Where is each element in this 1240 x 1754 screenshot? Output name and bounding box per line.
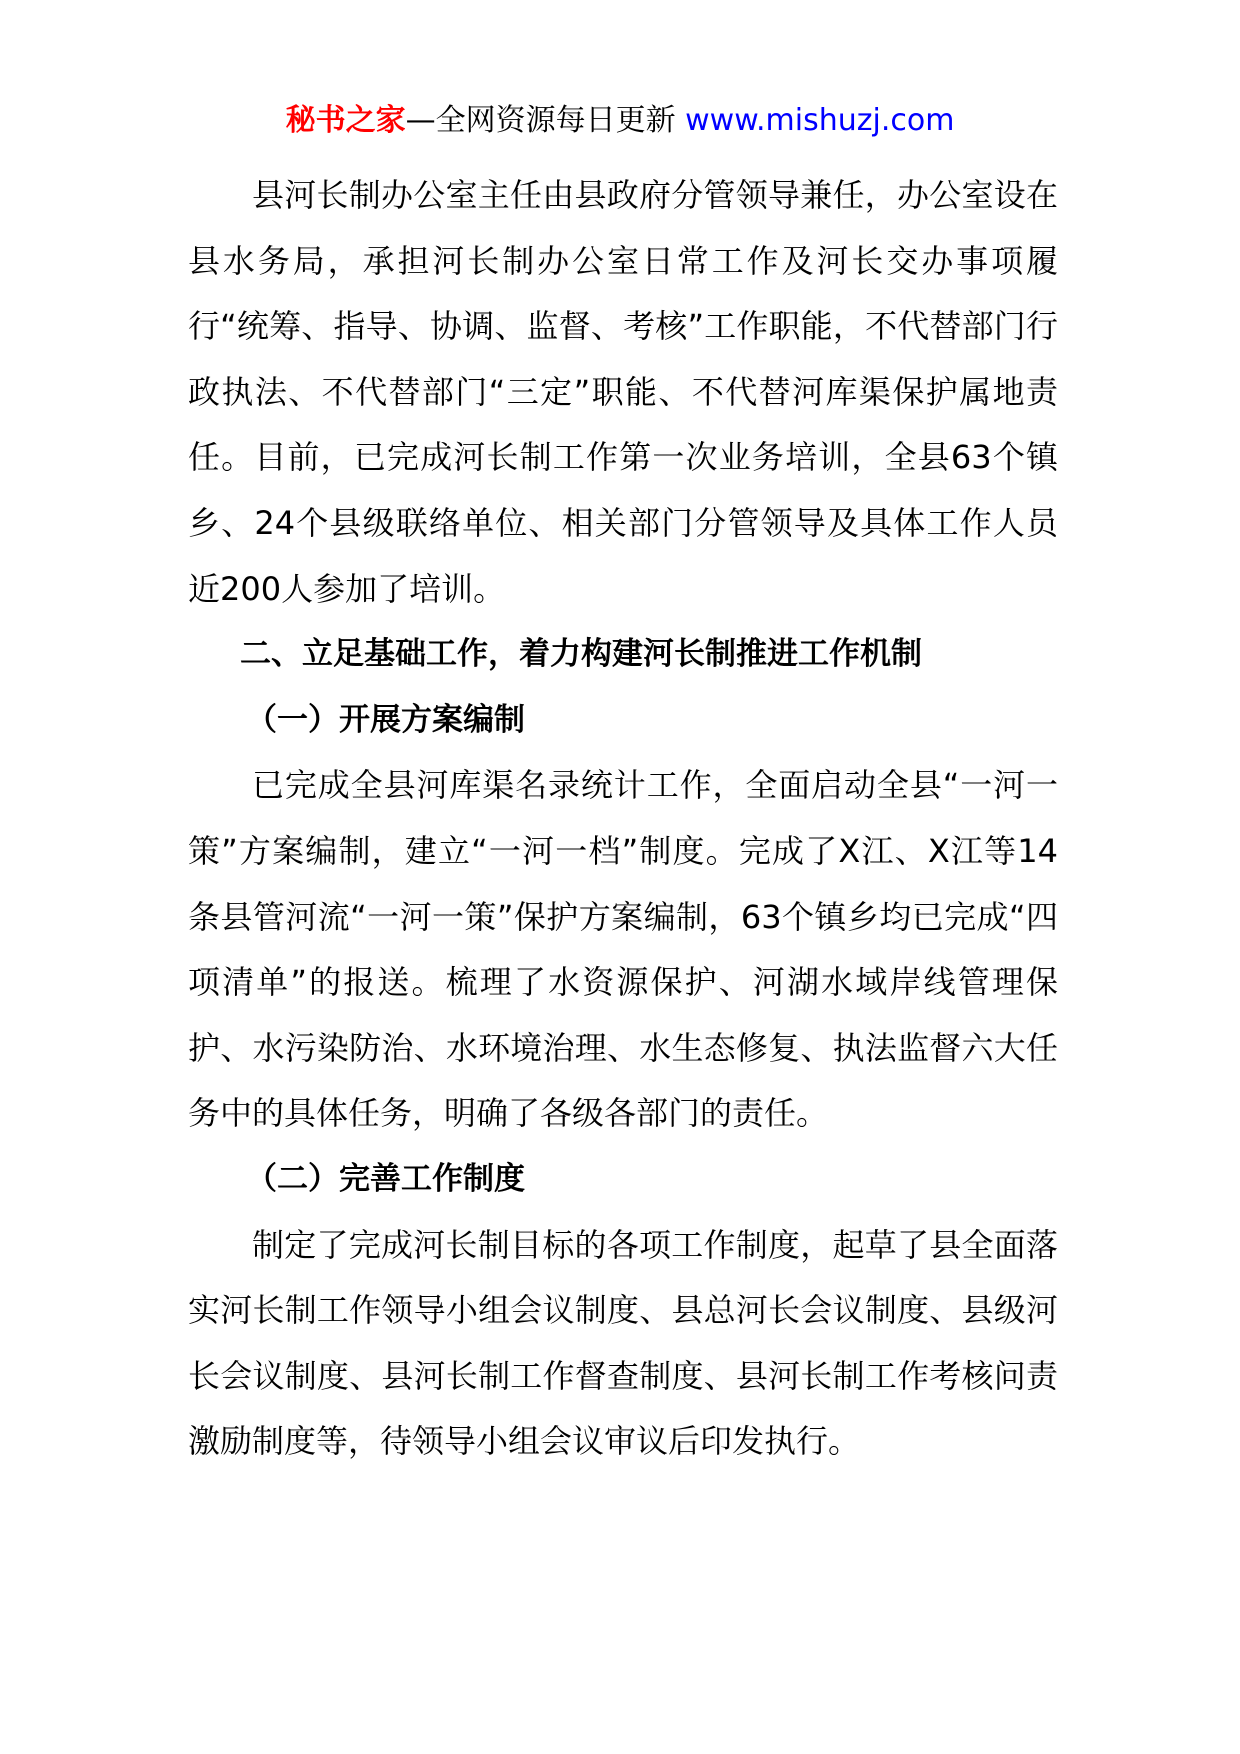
brand-name: 秘书之家	[285, 103, 406, 138]
section-heading-2: 二、立足基础工作，着力构建河长制推进工作机制	[240, 636, 922, 673]
document-body	[188, 163, 1058, 1475]
subsection-heading-2: （二）完善工作制度	[246, 1160, 525, 1197]
header-url-link[interactable]: www.mishuzj.com	[685, 103, 955, 138]
paragraph-plan-compilation: 已完成全县河库渠名录统计工作，全面启动全县“一河一策”方案编制，建立“一河一档”制度。完成了X江、X江等14条县管河流“一河一策”保护方案编制，63个镇乡均已完成“四项清单”的报送。梳理了水资源保护、河湖水域岸线管理保护、水污染防治、水环境治理、水生态修复、执法监督六大任务中的具体任务，明确了各级各部门的责任。	[188, 766, 1058, 1133]
paragraph-river-chief-office: 县河长制办公室主任由县政府分管领导兼任，办公室设在县水务局，承担河长制办公室日常工作及河长交办事项履行“统筹、指导、协调、监督、考核”工作职能，不代替部门行政执法、不代替部门“三定”职能、不代替河库渠保护属地责任。目前，已完成河长制工作第一次业务培训，全县63个镇乡、24个县级联络单位、相关部门分管领导及具体工作人员近200人参加了培训。	[188, 176, 1058, 608]
page-header	[0, 101, 1240, 141]
paragraph-work-system: 制定了完成河长制目标的各项工作制度，起草了县全面落实河长制工作领导小组会议制度、县总河长会议制度、县级河长会议制度、县河长制工作督查制度、县河长制工作考核问责激励制度等，待领导小组会议审议后印发执行。	[188, 1225, 1058, 1461]
header-tagline: —全网资源每日更新	[405, 103, 686, 138]
subsection-heading-1: （一）开展方案编制	[246, 701, 525, 738]
